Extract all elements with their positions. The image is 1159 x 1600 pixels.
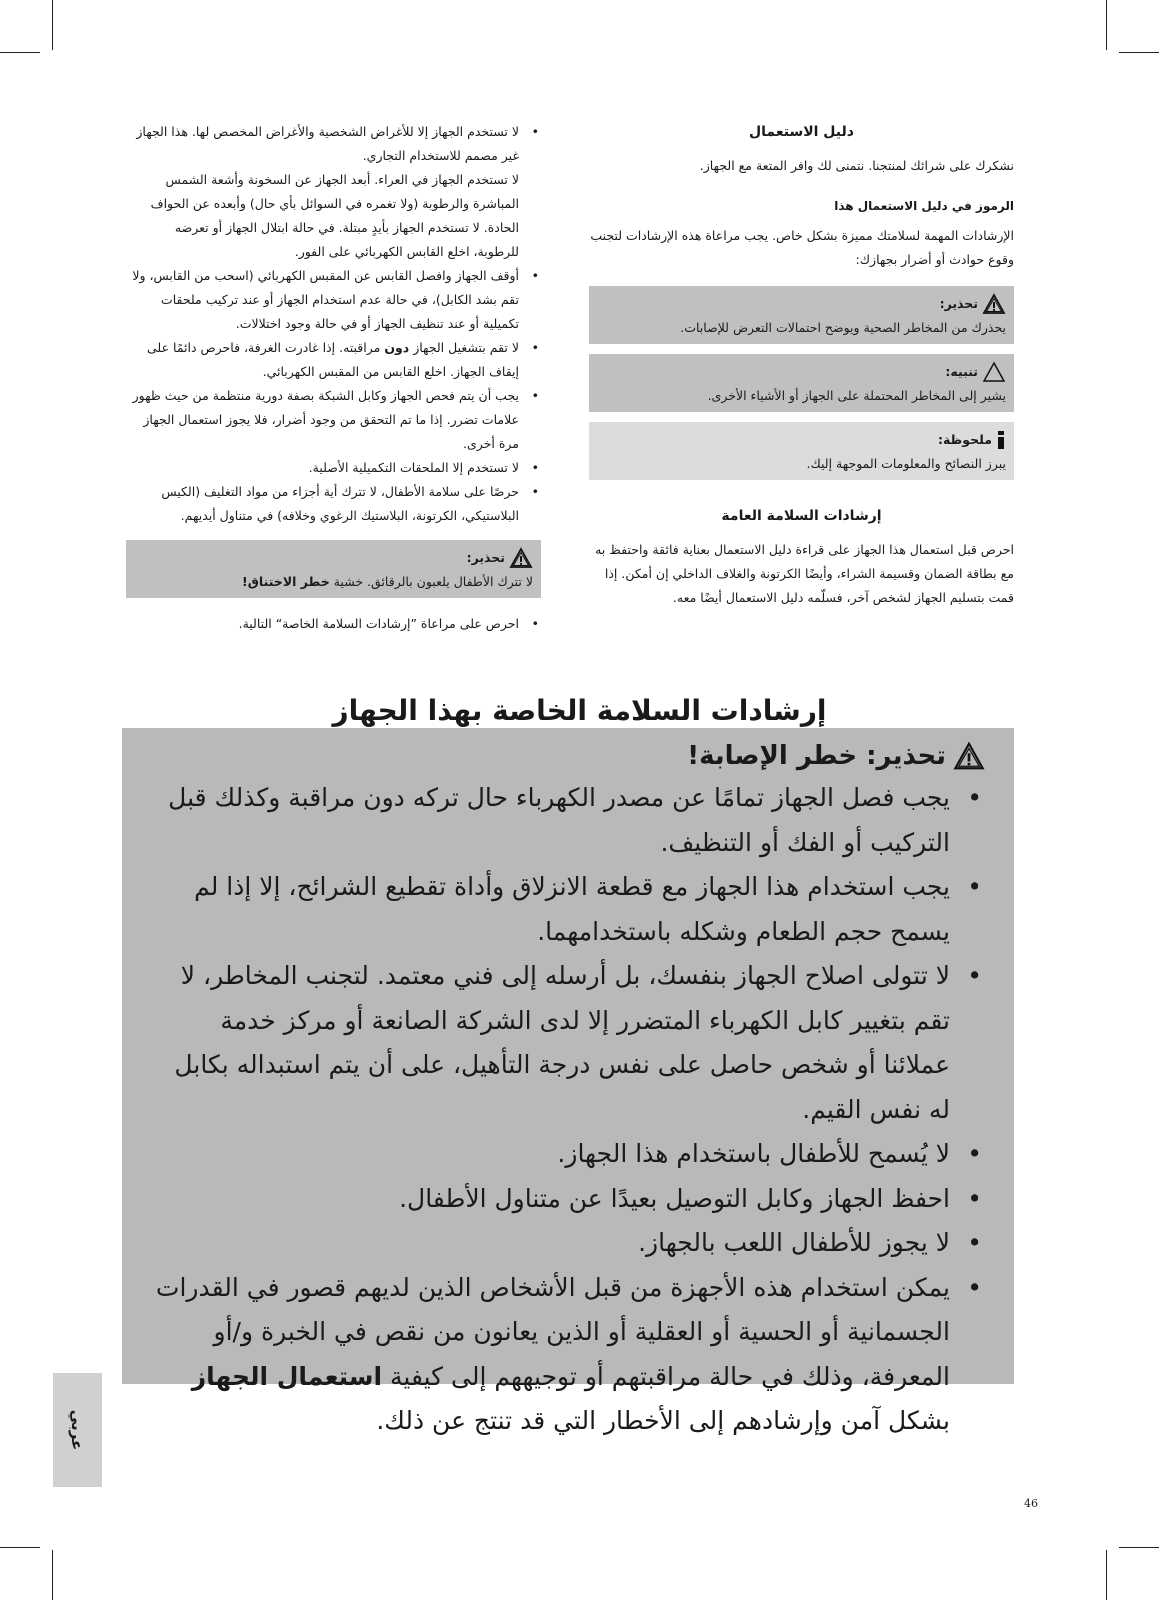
list-item: • أوقف الجهاز وافصل القابس عن المقبس الكهربائي (اسحب من القابس، ولا تقم بشد الكابل)، في حالة عدم استخدام الجهاز أو عند تركيب ملحقات تكميلية أو عند تنظيف الجهاز أو في حالة وجود اختلالات.	[126, 264, 541, 336]
list-item: • يجب استخدام هذا الجهاز مع قطعة الانزلاق وأداة تقطيع الشرائح، إلا إذا لم يسمح حجم الطعام وشكله باستخدامهما.	[146, 865, 986, 954]
left-column	[126, 120, 541, 636]
bullet-text: مراقبته. إذا غادرت الغرفة، فاحرص دائمًا على إيقاف الجهاز. اخلع القابس من المقبس الكهربائي.	[147, 340, 519, 379]
caution-legend-label: تنبيه:	[945, 364, 978, 379]
warning-bold-text: خطر الاختناق!	[242, 574, 330, 589]
list-item: • يجب فصل الجهاز تمامًا عن مصدر الكهرباء حال تركه دون مراقبة وكذلك قبل التركيب أو الفك أو التنظيف.	[146, 776, 986, 865]
warning-legend-text: يحذرك من المخاطر الصحية ويوضح احتمالات التعرض للإصابات.	[680, 320, 1006, 335]
crop-mark	[52, 1550, 53, 1600]
caution-legend-box	[589, 354, 1014, 412]
list-item: • احرص على مراعاة ”إرشادات السلامة الخاصة“ التالية.	[126, 612, 541, 636]
info-icon	[996, 429, 1006, 451]
crop-mark	[1106, 0, 1107, 50]
list-item	[146, 1266, 986, 1444]
warning-legend-title	[597, 292, 1006, 316]
general-safety-list	[126, 120, 541, 168]
list-item: • حرصًا على سلامة الأطفال، لا تترك أية أجزاء من مواد التغليف (الكيس البلاستيكي، الكرتونة، البلاستيك الرغوي وخلافه) في متناول أيديهم.	[126, 480, 541, 528]
bullet-text: لا تقم بتشغيل الجهاز	[413, 340, 519, 355]
warning-triangle-icon	[982, 293, 1006, 315]
language-tab	[53, 1373, 102, 1487]
special-safety-list	[146, 776, 986, 1444]
special-safety-title: إرشادات السلامة الخاصة بهذا الجهاز	[332, 693, 827, 727]
warning-legend-label: تحذير:	[939, 296, 978, 311]
note-legend-text: يبرز النصائح والمعلومات الموجهة إليك.	[806, 456, 1006, 471]
list-item: • لا تستخدم إلا الملحقات التكميلية الأصلية.	[126, 456, 541, 480]
manual-title: دليل الاستعمال	[749, 124, 854, 140]
language-tab-label: عربي	[68, 1409, 87, 1451]
list-item: • يجب أن يتم فحص الجهاز وكابل الشبكة بصفة دورية منتظمة من حيث ظهور علامات تضرر. إذا ما تم التحقق من وجود أضرار، فلا يجوز استعمال الجهاز مرة أخرى.	[126, 384, 541, 456]
general-safety-text: احرص قبل استعمال هذا الجهاز على قراءة دليل الاستعمال بعناية فائقة واحتفظ به مع بطاقة الضمان وقسيمة الشراء، وأيضًا الكرتونة والغلاف الداخلي إن أمكن. إذا قمت بتسليم الجهاز لشخص آخر، فسلّمه دليل الاستعمال أيضًا معه.	[595, 542, 1014, 605]
list-item: • لا تتولى اصلاح الجهاز بنفسك، بل أرسله إلى فني معتمد. لتجنب المخاطر، لا تقم بتغيير كابل الكهرباء المتضرر إلا لدى الشركة الصانعة أو مركز خدمة عملائنا أو شخص حاصل على نفس درجة التأهيل، على أن يتم استبداله بكابل له نفس القيم.	[146, 954, 986, 1132]
list-item	[126, 120, 541, 168]
note-legend-title	[597, 428, 1006, 452]
warning-text: لا تترك الأطفال يلعبون بالرقائق. خشية	[333, 574, 533, 589]
bullet-text: لا تستخدم الجهاز إلا للأغراض الشخصية والأغراض المخصص لها. هذا الجهاز غير مصمم للاستخدام التجاري.	[136, 124, 519, 163]
intro-text: نشكرك على شرائك لمنتجنا. نتمنى لك وافر المتعة مع الجهاز.	[699, 158, 1014, 173]
suffocation-warning-text	[134, 570, 533, 594]
injury-warning-label: تحذير: خطر الإصابة!	[687, 741, 946, 771]
list-bold-text: استعمال الجهاز	[191, 1361, 383, 1391]
symbols-text: الإرشادات المهمة لسلامتك مميزة بشكل خاص. يجب مراعاة هذه الإرشادات لتجنب وقوع حوادث أو أضرار بجهازك:	[590, 228, 1014, 267]
crop-mark	[1106, 1550, 1107, 1600]
note-legend-label: ملحوظة:	[937, 432, 992, 447]
list-text: يمكن استخدام هذه الأجهزة من قبل الأشخاص الذين لديهم قصور في القدرات الجسمانية أو الحسية أو العقلية أو الذين يعانون من نقص في الخبرة و/أو المعرفة، وذلك في حالة مراقبتهم أو توجيههم إلى كيفية	[155, 1272, 950, 1391]
crop-mark	[1119, 1547, 1159, 1548]
warning-triangle-icon	[952, 741, 986, 771]
crop-mark	[0, 1547, 40, 1548]
caution-legend-title	[597, 360, 1006, 384]
symbols-heading: الرموز في دليل الاستعمال هذا	[834, 199, 1014, 213]
crop-mark	[1119, 52, 1159, 53]
list-item: • احفظ الجهاز وكابل التوصيل بعيدًا عن متناول الأطفال.	[146, 1177, 986, 1222]
caution-triangle-icon	[982, 361, 1006, 383]
bullet-bold-text: دون	[384, 340, 410, 355]
right-column	[589, 120, 1014, 610]
crop-mark	[52, 0, 53, 50]
list-text: بشكل آمن وإرشادهم إلى الأخطار التي قد تنتج عن ذلك.	[376, 1406, 950, 1435]
list-item	[126, 336, 541, 384]
general-safety-heading: إرشادات السلامة العامة	[721, 508, 882, 524]
suffocation-warning-box	[126, 540, 541, 598]
bullet-continuation: لا تستخدم الجهاز في العراء. أبعد الجهاز عن السخونة وأشعة الشمس المباشرة والرطوبة (ولا تغمره في السوائل بأي حال) وأبعده عن الحواف الحادة. لا تستخدم الجهاز بأيدٍ مبتلة. في حالة ابتلال الجهاز أو تعرضه للرطوبة، اخلع القابس الكهربائي على الفور.	[150, 172, 519, 259]
special-safety-box	[122, 728, 1014, 1435]
warning-triangle-icon	[509, 547, 533, 569]
injury-warning-title	[146, 736, 986, 776]
crop-mark	[0, 52, 40, 53]
suffocation-warning-title	[134, 546, 533, 570]
general-safety-list	[126, 264, 541, 528]
page-number: 46	[1024, 1497, 1038, 1510]
warning-legend-box	[589, 286, 1014, 344]
suffocation-warning-label: تحذير:	[466, 550, 505, 565]
list-item: • لا يجوز للأطفال اللعب بالجهاز.	[146, 1221, 986, 1266]
list-item: • لا يُسمح للأطفال باستخدام هذا الجهاز.	[146, 1132, 986, 1177]
caution-legend-text: يشير إلى المخاطر المحتملة على الجهاز أو الأشياء الأخرى.	[707, 388, 1006, 403]
note-legend-box	[589, 422, 1014, 480]
general-safety-list	[126, 612, 541, 636]
